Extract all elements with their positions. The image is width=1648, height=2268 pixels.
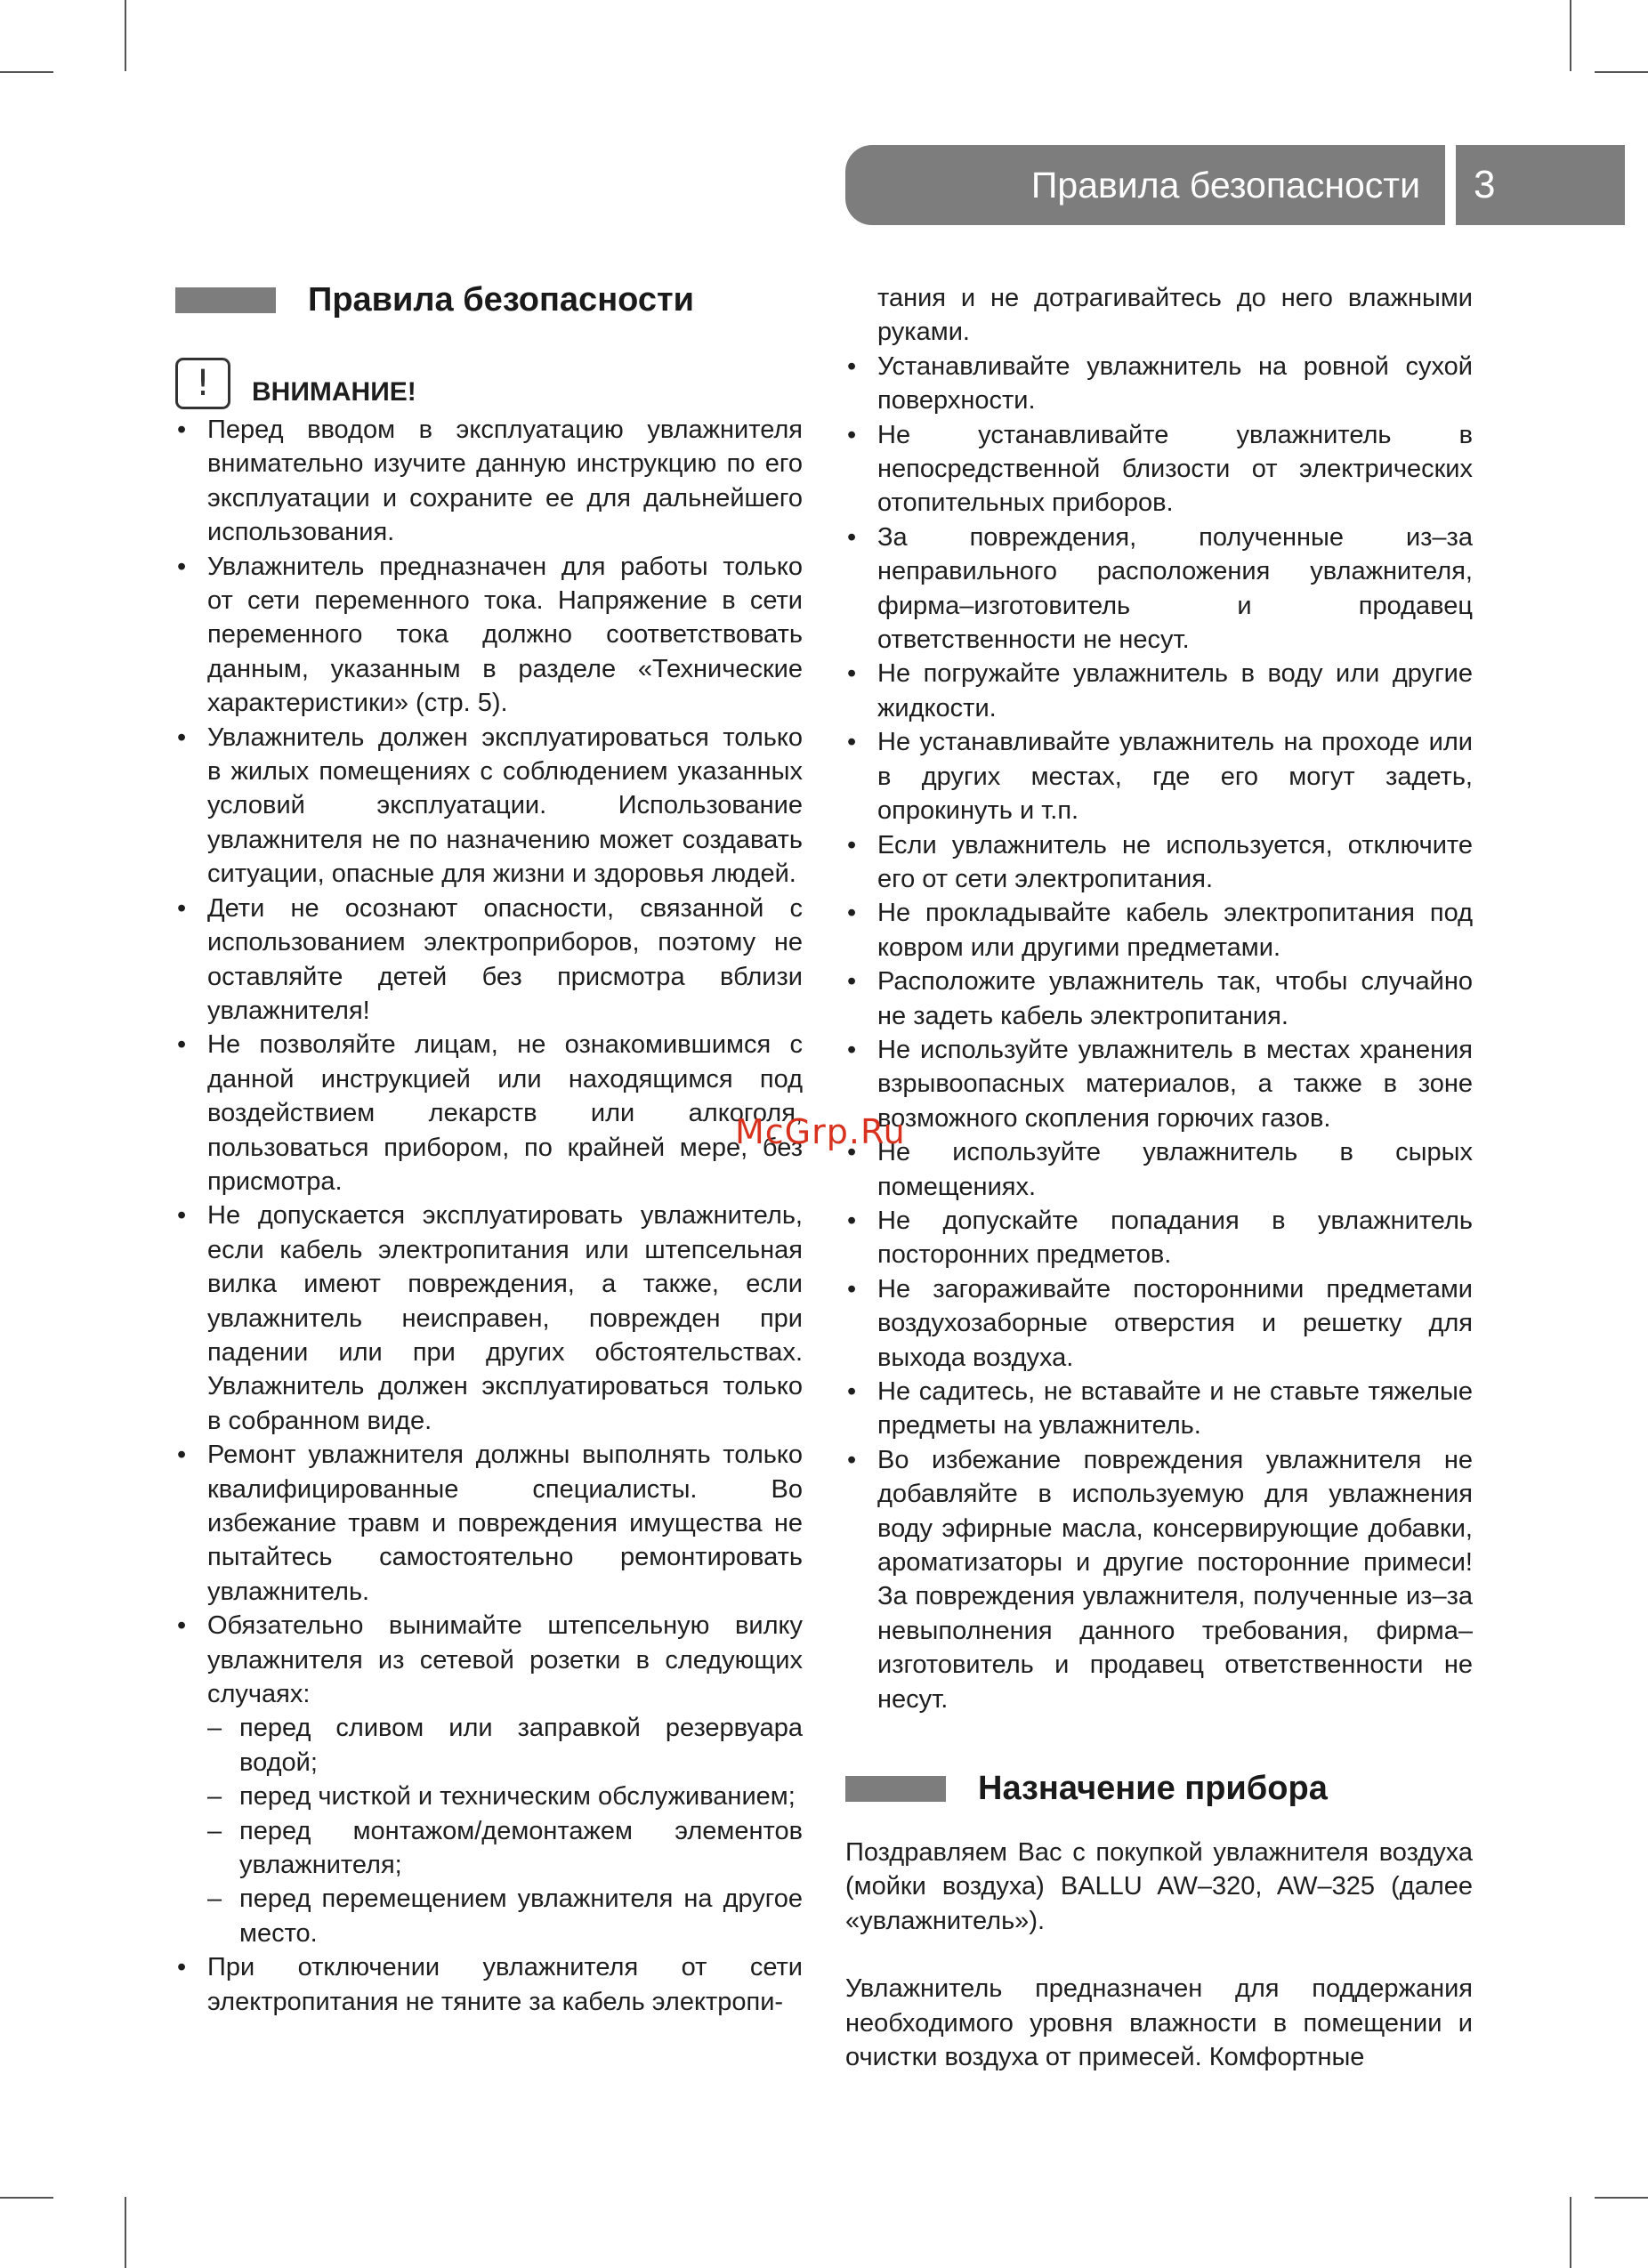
list-item: • Не прокладывайте кабель электропитания под ковром или другими предметами. — [845, 896, 1473, 965]
right-column — [845, 281, 1473, 2075]
crop-mark — [0, 2197, 53, 2199]
list-item — [175, 1609, 803, 1950]
safety-list-continued — [845, 350, 1473, 1716]
list-item: • Не загораживайте посторонними предметами воздухозаборные отверстия и решетку для выхода воздуха. — [845, 1272, 1473, 1375]
list-item: • Перед вводом в эксплуатацию увлажнителя внимательно изучите данную инструкцию по его эксплуатации и сохраните ее для дальнейшего использования. — [175, 413, 803, 550]
list-item: • Не устанавливайте увлажнитель на проходе или в других местах, где его могут задеть, опрокинуть и т.п. — [845, 725, 1473, 827]
list-item: • Не используйте увлажнитель в местах хранения взрывоопасных материалов, а также в зоне возможного скопления горючих газов. — [845, 1033, 1473, 1135]
list-item: – перед монтажом/демонтажем элементов увлажнителя; — [207, 1814, 803, 1883]
list-item: • Во избежание повреждения увлажнителя не добавляйте в используемую для увлажнения воду эфирные масла, консервирующие добавки, ароматизаторы и другие посторонние примеси! За повреждения увлажнителя, полученные из–за невыполнения данного требования, фирма–изготовитель и продавец ответственности не несут. — [845, 1443, 1473, 1716]
list-item: – перед чисткой и техническим обслуживанием; — [207, 1780, 803, 1813]
list-item: • Не допускайте попадания в увлажнитель посторонних предметов. — [845, 1204, 1473, 1272]
unplug-intro: Обязательно вынимайте штепсельную вилку увлажнителя из сетевой розетки в следующих случаях: — [207, 1611, 803, 1709]
unplug-cases — [207, 1711, 803, 1950]
list-item: • Не устанавливайте увлажнитель в непосредственной близости от электрических отопительных приборов. — [845, 418, 1473, 521]
list-item: • Не погружайте увлажнитель в воду или другие жидкости. — [845, 657, 1473, 725]
list-item: • Увлажнитель предназначен для работы только от сети переменного тока. Напряжение в сети переменного тока должно соответствовать данным, указанным в разделе «Технические характеристики» (стр. 5). — [175, 550, 803, 721]
crop-mark — [1595, 71, 1648, 73]
list-item: • Если увлажнитель не используется, отключите его от сети электропитания. — [845, 828, 1473, 897]
list-item: – перед сливом или заправкой резервуара водой; — [207, 1711, 803, 1780]
running-header-title: Правила безопасности — [1030, 164, 1420, 206]
heading-title: Правила безопасности — [308, 280, 694, 319]
list-item-continuation: тания и не дотрагивайтесь до него влажными руками. — [877, 284, 1473, 347]
list-item: • Не позволяйте лицам, не ознакомившимся с данной инструкцией или находящимся под воздействием лекарств или алкоголя, пользоваться прибором, по крайней мере, без присмотра. — [175, 1028, 803, 1199]
list-item: – перед перемещением увлажнителя на другое место. — [207, 1882, 803, 1950]
crop-mark — [1595, 2197, 1648, 2199]
list-item: • Устанавливайте увлажнитель на ровной сухой поверхности. — [845, 350, 1473, 418]
intro-paragraph: Поздравляем Вас с покупкой увлажнителя воздуха (мойки воздуха) BALLU AW–320, AW–325 (далее «увлажнитель»). — [845, 1838, 1473, 1935]
watermark: McGrp.Ru — [735, 1112, 906, 1151]
heading-bar — [845, 1776, 946, 1802]
list-item: • Ремонт увлажнителя должны выполнять только квалифицированные специалисты. Во избежание травм и повреждения имущества не пытайтесь самостоятельно ремонтировать увлажнитель. — [175, 1438, 803, 1609]
list-item: • Не садитесь, не вставайте и не ставьте тяжелые предметы на увлажнитель. — [845, 1375, 1473, 1443]
exclamation-box-icon: ! — [175, 358, 230, 409]
section-heading-safety — [175, 281, 803, 319]
list-item: • За повреждения, полученные из–за неправильного расположения увлажнителя, фирма–изготовитель и продавец ответственности не несут. — [845, 521, 1473, 658]
crop-mark — [1570, 0, 1571, 71]
list-item: • Не используйте увлажнитель в сырых помещениях. — [845, 1135, 1473, 1204]
crop-mark — [125, 0, 126, 71]
heading-bar — [175, 287, 276, 313]
safety-list — [175, 413, 803, 2019]
heading-title: Назначение прибора — [978, 1769, 1328, 1807]
list-item: • Увлажнитель должен эксплуатироваться только в жилых помещениях с соблюдением указанных условий эксплуатации. Использование увлажнителя не по назначению может создавать ситуации, опасные для жизни и здоровья людей. — [175, 721, 803, 892]
running-header — [845, 145, 1445, 225]
purpose-paragraph: Увлажнитель предназначен для поддержания необходимого уровня влажности в помещении и очистки воздуха от примесей. Комфортные — [845, 1974, 1473, 2072]
page-number: 3 — [1456, 145, 1625, 225]
list-item: • Не допускается эксплуатировать увлажнитель, если кабель электропитания или штепсельная вилка имеют повреждения, а также, если увлажнитель неисправен, поврежден при падении или при других обстоятельствах. Увлажнитель должен эксплуатироваться только в собранном виде. — [175, 1199, 803, 1438]
left-column — [175, 281, 803, 2019]
crop-mark — [1570, 2197, 1571, 2268]
list-item: • Дети не осознают опасности, связанной с использованием электроприборов, поэтому не оставляйте детей без присмотра вблизи увлажнителя! — [175, 892, 803, 1029]
warning-block — [175, 347, 803, 409]
list-item: • Расположите увлажнитель так, чтобы случайно не задеть кабель электропитания. — [845, 965, 1473, 1033]
crop-mark — [125, 2197, 126, 2268]
section-heading-purpose — [845, 1770, 1473, 1807]
list-item: • При отключении увлажнителя от сети электропитания не тяните за кабель электропи- — [175, 1950, 803, 2019]
warning-label: ВНИМАНИЕ! — [252, 377, 416, 407]
crop-mark — [0, 71, 53, 73]
